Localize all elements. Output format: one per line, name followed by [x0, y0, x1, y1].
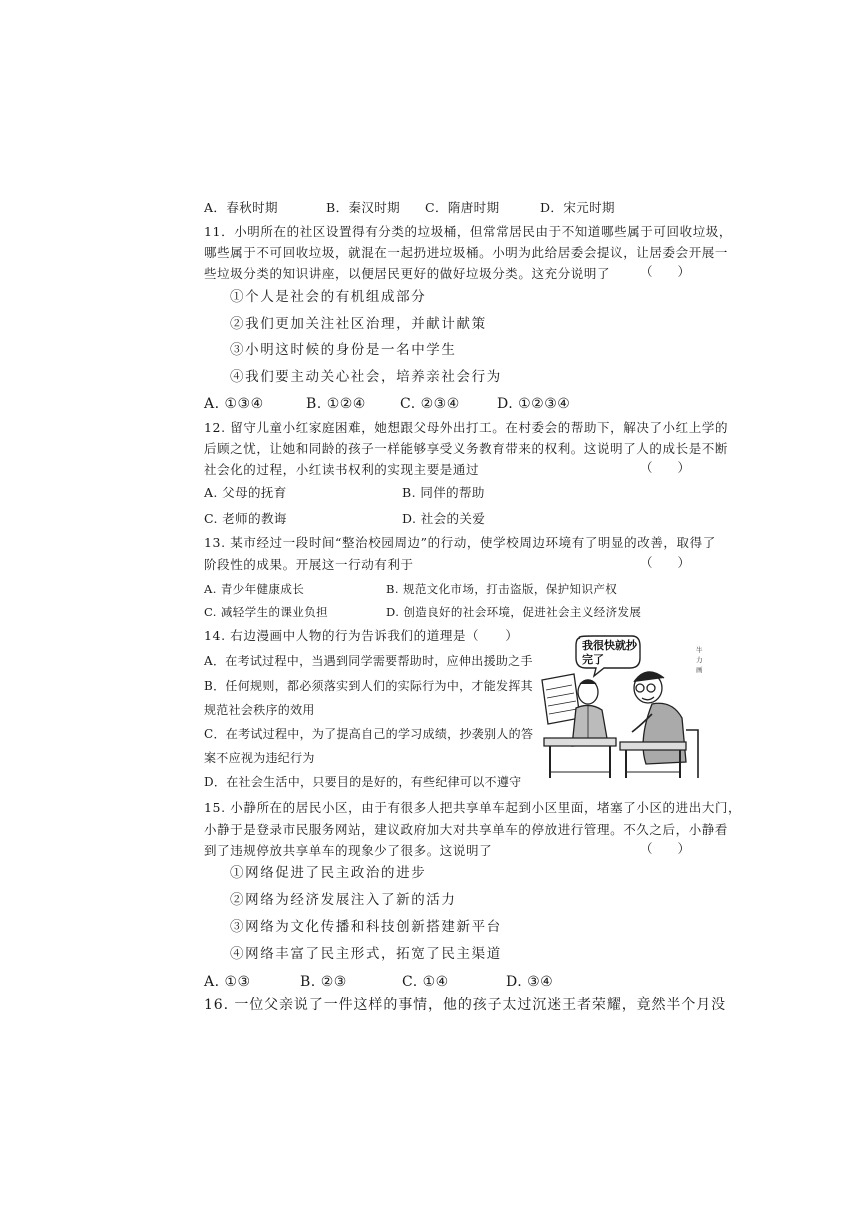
q15-stem-line: 小静于是登录市民服务网站，建议政府加大对共享单车的停放进行管理。不久之后，小静看 — [204, 822, 729, 837]
q16-stem-line: 16. 一位父亲说了一件这样的事情，他的孩子太过沉迷王者荣耀，竟然半个月没 — [204, 997, 727, 1013]
q14-option-b: B．任何规则，都必须落实到人们的实际行为中，才能发挥其 — [204, 679, 533, 693]
q11-statement: ④我们要主动关心社会，培养亲社会行为 — [230, 369, 502, 385]
q12-stem-line: 后顾之忧，让她和同龄的孩子一样能够享受义务教育带来的权利。这说明了人的成长是不断 — [204, 441, 729, 456]
q15-option-a: A. ①③ — [204, 974, 251, 990]
q15-statement: ①网络促进了民主政治的进步 — [230, 865, 427, 881]
q14-option-a: A．在考试过程中，当遇到同学需要帮助时，应伸出援助之手 — [204, 654, 533, 668]
q13-option-c: C. 减轻学生的课业负担 — [204, 605, 328, 619]
q10-option-a: A．春秋时期 — [204, 200, 278, 215]
q11-option-d: D. ①②③④ — [497, 396, 571, 412]
speech-line-2: 完了 — [582, 654, 604, 666]
q11-statement: ①个人是社会的有机组成部分 — [230, 289, 427, 305]
q12-option-a: A. 父母的抚育 — [204, 485, 287, 500]
q15-option-c: C. ①④ — [402, 974, 449, 990]
right-student — [620, 672, 698, 778]
answer-paren: （ ） — [640, 460, 691, 475]
q11-statement: ③小明这时候的身份是一名中学生 — [230, 342, 457, 358]
signature-char: 画 — [696, 666, 703, 674]
answer-paren: （ ） — [640, 264, 691, 279]
q15-statement: ④网络丰富了民主形式，拓宽了民主渠道 — [230, 946, 502, 962]
q11-stem-line: 些垃圾分类的知识讲座，以便居民更好的做好垃圾分类。这充分说明了 — [204, 266, 611, 281]
q13-option-b: B. 规范文化市场，打击盗版，保护知识产权 — [386, 582, 618, 596]
q15-option-d: D. ③④ — [506, 974, 554, 990]
signature-char: 力 — [696, 656, 703, 664]
q13-stem-line: 阶段性的成果。开展这一行动有利于 — [204, 557, 414, 572]
q15-statement: ③网络为文化传播和科技创新搭建新平台 — [230, 919, 502, 935]
q13-option-a: A. 青少年健康成长 — [204, 582, 305, 596]
q11-option-c: C. ②③④ — [400, 396, 460, 412]
q10-option-d: D．宋元时期 — [540, 200, 615, 215]
exam-cheating-cartoon — [536, 634, 706, 780]
q11-statement: ②我们更加关注社区治理，并献计献策 — [230, 316, 487, 332]
q15-stem-line: 到了违规停放共享单车的现象少了很多。这说明了 — [204, 843, 493, 858]
q15-option-b: B. ②③ — [300, 974, 347, 990]
q11-option-a: A. ①③④ — [204, 396, 264, 412]
q15-statement: ②网络为经济发展注入了新的活力 — [230, 892, 457, 908]
q15-stem-line: 15. 小静所在的居民小区，由于有很多人把共享单车起到小区里面，堵塞了小区的进出大门， — [204, 800, 742, 815]
q14-stem: 14. 右边漫画中人物的行为告诉我们的道理是（ ） — [204, 628, 519, 643]
answer-paren: （ ） — [640, 555, 691, 570]
speech-line-1: 我很快就抄 — [582, 640, 637, 652]
q12-option-d: D. 社会的关爱 — [402, 511, 486, 526]
q14-option-c: C．在考试过程中，为了提高自己的学习成绩，抄袭别人的答 — [204, 727, 534, 741]
q12-option-b: B. 同伴的帮助 — [402, 485, 485, 500]
answer-paren: （ ） — [640, 841, 691, 856]
q11-option-b: B. ①②④ — [306, 396, 366, 412]
left-student — [542, 674, 616, 778]
q10-option-c: C．隋唐时期 — [425, 200, 500, 215]
q13-option-d: D. 创造良好的社会环境，促进社会主义经济发展 — [386, 605, 642, 619]
signature-char: 牛 — [696, 646, 703, 654]
q14-option-d: D．在社会生活中，只要目的是好的，有些纪律可以不遵守 — [204, 775, 522, 789]
cartoon-drawing — [536, 634, 706, 780]
q10-option-b: B．秦汉时期 — [326, 200, 401, 215]
q12-stem-line: 社会化的过程，小红读书权利的实现主要是通过 — [204, 462, 480, 477]
q14-option-c-cont: 案不应视为违纪行为 — [204, 751, 315, 765]
q11-stem-line: 哪些属于不可回收垃圾，就混在一起扔进垃圾桶。小明为此给居委会提议，让居委会开展一 — [204, 245, 729, 260]
q11-stem-line: 11．小明所在的社区设置得有分类的垃圾桶，但常常居民由于不知道哪些属于可回收垃圾， — [204, 224, 733, 239]
q12-option-c: C. 老师的教诲 — [204, 511, 287, 526]
q13-stem-line: 13. 某市经过一段时间“整治校园周边”的行动，使学校周边环境有了明显的改善，取得了 — [204, 535, 716, 550]
q14-option-b-cont: 规范社会秩序的效用 — [204, 703, 315, 717]
q12-stem-line: 12. 留守儿童小红家庭困难，她想跟父母外出打工。在村委会的帮助下，解决了小红上学的 — [204, 420, 729, 435]
